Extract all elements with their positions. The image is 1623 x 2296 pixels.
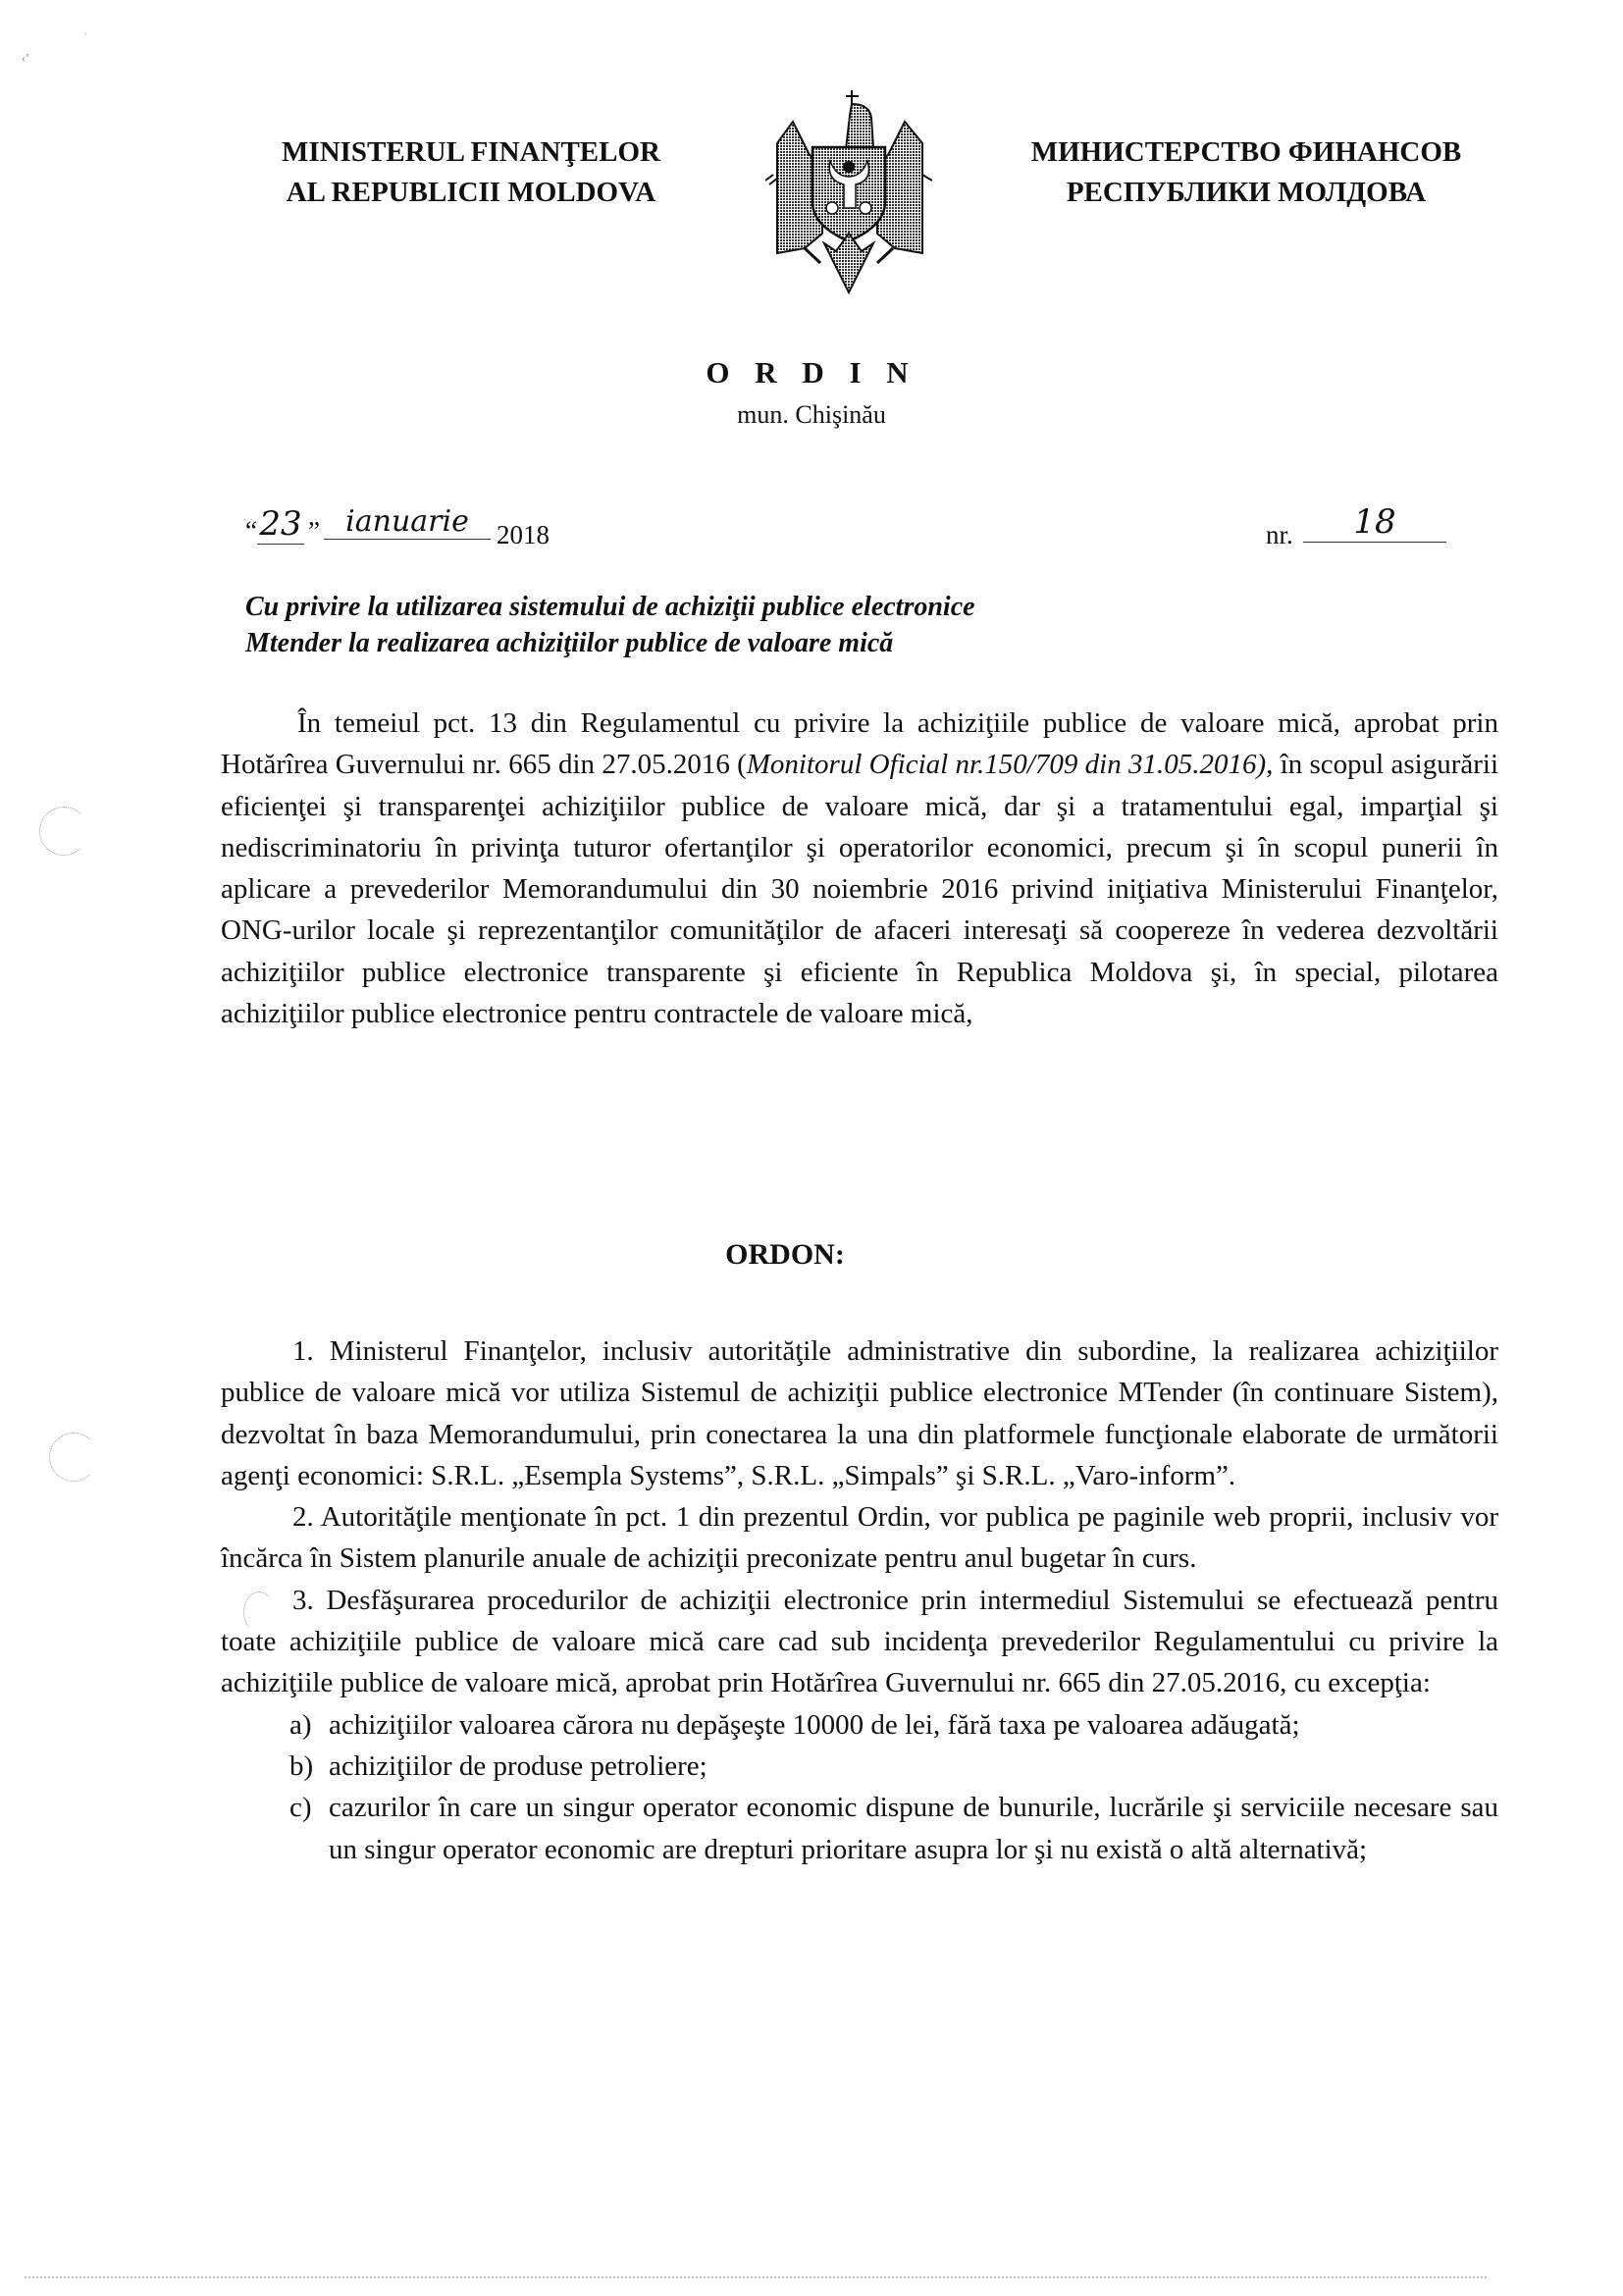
scan-speck: ˌ: [83, 22, 87, 35]
ministry-name-romanian: [240, 132, 702, 213]
number-value: 18: [1303, 502, 1446, 543]
exception-label: c): [289, 1792, 312, 1824]
number-label: nr.: [1266, 520, 1293, 549]
ministry-name-ro-line1: MINISTERUL FINANŢELOR: [282, 136, 660, 168]
ministry-name-ru-line2: РЕСПУБЛИКИ МОЛДОВА: [1066, 177, 1427, 208]
exception-label: b): [289, 1749, 314, 1782]
document-city: mun. Chişinău: [737, 400, 886, 429]
date-open-quote: “: [245, 516, 257, 546]
scan-edge-line: [25, 2276, 1487, 2278]
exception-label: a): [289, 1708, 312, 1741]
preamble-text-a: În temeiul pct. 13 din Regulamentul cu privire la achiziţiile publice de valoare mică, aprobat prin Hotărîrea Guvernului nr. 665 din 27.05.2016 (: [221, 707, 1498, 781]
preamble-paragraph: [221, 703, 1498, 1034]
date-close-quote: ”: [308, 516, 320, 546]
preamble-text-b: , în scopul asigurării eficienţei şi transparenţei achiziţiilor publice de valoare mică, dar şi a tratamentului egal, imparţial şi nediscriminatoriu în privinţa tuturor ofertanţilor şi operatorilor economici, precum şi în scopul punerii în aplicare a prevederilor Memorandumului din 30 noiembrie 2016 privind iniţiativa Ministerului Finanţelor, ONG-urilor locale şi reprezentanţilor comunităţilor de afaceri interesaţi să coopereze în vederea dezvoltării achiziţiilor publice electronice transparente şi eficiente în Republica Moldova şi, în special, pilotarea achiziţiilor publice electronice pentru contractele de valoare mică,: [221, 749, 1499, 1030]
ordon-heading: ORDON:: [725, 1238, 845, 1271]
exception-text: cazurilor în care un singur operator economic dispune de bunurile, lucrările şi serviciile necesare sau un singur operator economic are drepturi prioritare asupra lor şi nu există o altă alternativă;: [329, 1792, 1498, 1865]
scan-mark: [243, 1592, 275, 1633]
exception-text: achiziţiilor valoarea cărora nu depăşeşte 10000 de lei, fără taxa pe valoarea adăugată;: [329, 1708, 1300, 1741]
order-subject: [245, 589, 1325, 661]
preamble-citation: Monitorul Oficial nr.150/709 din 31.05.2016): [746, 749, 1267, 781]
coat-of-arms-graphic: [765, 86, 932, 302]
ministry-name-ru-line1: МИНИСТЕРСТВО ФИНАНСОВ: [1030, 136, 1462, 168]
subject-line-1: Cu privire la utilizarea sistemului de achiziţii publice electronice: [245, 592, 975, 622]
point-2: 2. Autorităţile menţionate în pct. 1 din prezentul Ordin, vor publica pe paginile web proprii, inclusiv vor încărca în Sistem planurile anuale de achiziţii preconizate pentru anul bugetar în curs.: [221, 1501, 1498, 1575]
point-3: 3. Desfăşurarea procedurilor de achiziţii electronice prin intermediul Sistemului se efectuează pentru toate achiziţiile publice de valoare mică care cad sub incidenţa prevederilor Regulamentului cu privire la achiziţiile publice de valoare mică, aprobat prin Hotărîrea Guvernului nr. 665 din 27.05.2016, cu excepţia:: [221, 1584, 1498, 1699]
exception-item-b: [221, 1746, 1498, 1787]
date-month: ianuarie: [324, 504, 491, 540]
hole-punch-mark: [39, 807, 88, 856]
point-1: 1. Ministerul Finanţelor, inclusiv autorităţile administrative din subordine, la realizarea achiziţiilor publice de valoare mică vor utiliza Sistemul de achiziţii publice electronice MTender (în continuare Sistem), dezvoltat în baza Memorandumului, prin conectarea la una din platformele funcţionale elaborate de următorii agenţi economici: S.R.L. „Esempla Systems”, S.R.L. „Simpals” şi S.R.L. „Varo-inform”.: [221, 1335, 1498, 1491]
order-points: [221, 1331, 1498, 1870]
exception-item-a: [221, 1704, 1498, 1746]
exception-text: achiziţiilor de produse petroliere;: [329, 1749, 707, 1782]
ministry-name-ro-line2: AL REPUBLICII MOLDOVA: [286, 177, 656, 208]
ministry-name-russian: [971, 132, 1521, 213]
document-type-title: O R D I N: [706, 355, 917, 390]
hole-punch-mark: [49, 1433, 98, 1482]
subject-line-2: Mtender la realizarea achiziţiilor publice de valoare mică: [245, 628, 894, 658]
date-day: 23: [257, 504, 304, 545]
exception-item-c: [221, 1787, 1498, 1870]
scan-speck: ‹ʼ: [22, 51, 29, 65]
coat-of-arms-moldova-icon: [765, 86, 932, 302]
date-number-row: [245, 502, 1521, 561]
date-year: 2018: [497, 520, 550, 549]
